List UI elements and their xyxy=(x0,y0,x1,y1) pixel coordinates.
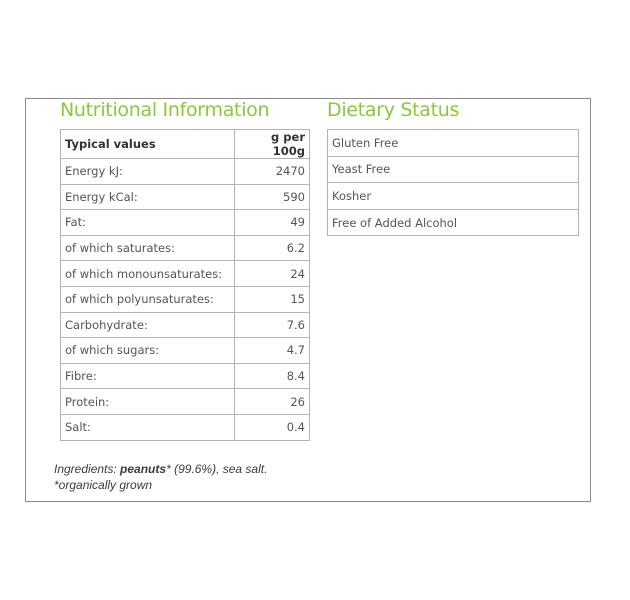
nutrient-value: 8.4 xyxy=(235,363,310,389)
dietary-heading: Dietary Status xyxy=(327,99,460,121)
list-item xyxy=(328,156,579,183)
ingredients-prefix: Ingredients: xyxy=(54,462,121,476)
ingredients-line xyxy=(54,461,267,477)
table-row xyxy=(61,363,310,389)
nutrient-name: Energy kCal: xyxy=(61,184,235,210)
table-row xyxy=(61,338,310,364)
nutrient-value: 590 xyxy=(235,184,310,210)
ingredients-note: *organically grown xyxy=(54,478,153,492)
table-row xyxy=(61,312,310,338)
dietary-item: Kosher xyxy=(328,183,579,210)
list-item xyxy=(328,209,579,236)
nutrient-value: 24 xyxy=(235,261,310,287)
nutrition-heading: Nutritional Information xyxy=(60,99,270,121)
dietary-item: Yeast Free xyxy=(328,156,579,183)
nutrient-name: Fibre: xyxy=(61,363,235,389)
table-row xyxy=(61,261,310,287)
ingredients-rest: * (99.6%), sea salt. xyxy=(166,462,268,476)
nutrient-name: of which polyunsaturates: xyxy=(61,286,235,312)
table-row xyxy=(61,235,310,261)
dietary-table xyxy=(327,129,579,236)
nutrient-name: of which monounsaturates: xyxy=(61,261,235,287)
nutrient-value: 0.4 xyxy=(235,414,310,440)
nutrient-value: 4.7 xyxy=(235,338,310,364)
table-row xyxy=(61,414,310,440)
nutrient-name: of which sugars: xyxy=(61,338,235,364)
table-row xyxy=(61,286,310,312)
table-row xyxy=(61,184,310,210)
nutrient-value: 7.6 xyxy=(235,312,310,338)
ingredients-main: peanuts xyxy=(120,462,167,476)
nutrient-name: Salt: xyxy=(61,414,235,440)
table-row xyxy=(61,389,310,415)
ingredients-text xyxy=(54,461,267,493)
dietary-item: Gluten Free xyxy=(328,130,579,157)
nutrient-name: Carbohydrate: xyxy=(61,312,235,338)
nutrient-value: 49 xyxy=(235,210,310,236)
nutrient-value: 15 xyxy=(235,286,310,312)
nutrient-value: 26 xyxy=(235,389,310,415)
nutrition-header-value: g per 100g xyxy=(235,130,310,159)
list-item xyxy=(328,130,579,157)
nutrition-table xyxy=(60,129,310,441)
dietary-item: Free of Added Alcohol xyxy=(328,209,579,236)
product-info-panel xyxy=(25,98,591,502)
nutrient-name: Protein: xyxy=(61,389,235,415)
table-row xyxy=(61,210,310,236)
nutrient-value: 6.2 xyxy=(235,235,310,261)
list-item xyxy=(328,183,579,210)
nutrient-name: Fat: xyxy=(61,210,235,236)
nutrient-value: 2470 xyxy=(235,159,310,185)
nutrition-header-label: Typical values xyxy=(61,130,235,159)
nutrient-name: of which saturates: xyxy=(61,235,235,261)
nutrient-name: Energy kJ: xyxy=(61,159,235,185)
table-row xyxy=(61,159,310,185)
nutrition-header-row xyxy=(61,130,310,159)
